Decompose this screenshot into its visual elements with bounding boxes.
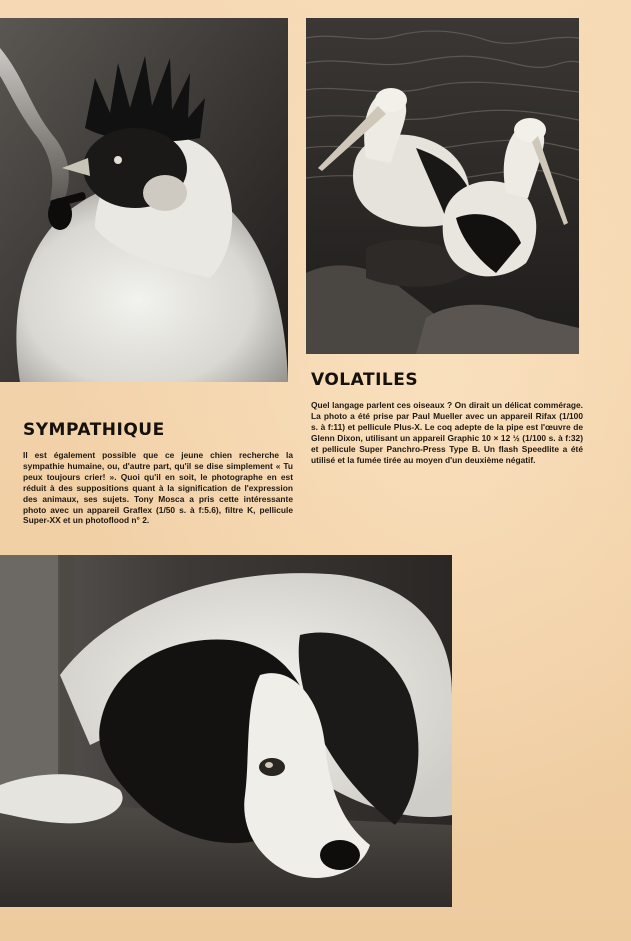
sympathique-caption: Il est également possible que ce jeune chien recherche la sympathie humaine, ou, d'autre part, qu'il se dise simplement « Tu peux toujours crier! ». Quoi qu'il en soit, le photographe en est réduit à des suppositions quant à la signification de l'expression des animaux, ses sujets. Tony Mosca a pris cette intéressante photo avec un appareil Graflex (1/50 s. à f:5.6), filtre K, pellicule Super-XX et un photoflood n° 2. (23, 450, 293, 526)
puppy-illustration (0, 555, 452, 907)
rooster-illustration (0, 18, 288, 382)
puppy-photo (0, 555, 452, 907)
pelicans-photo (306, 18, 579, 354)
volatiles-caption: Quel langage parlent ces oiseaux ? On dirait un délicat commérage. La photo a été prise par Paul Mueller avec un appareil Rifax (1/100 s. à f:11) et pellicule Plus-X. Le coq adepte de la pipe est l'œuvre de Glenn Dixon, utilisant un appareil Graphic 10 × 12 ½ (1/100 s. à f:32) et pellicule Super Panchro-Press Type B. Un flash Speedlite a été utilisé et la fumée tirée au moyen d'un deuxième négatif. (311, 400, 583, 465)
volatiles-heading: VOLATILES (311, 370, 419, 390)
sympathique-heading: SYMPATHIQUE (23, 420, 165, 440)
pelicans-illustration (306, 18, 579, 354)
rooster-photo (0, 18, 288, 382)
